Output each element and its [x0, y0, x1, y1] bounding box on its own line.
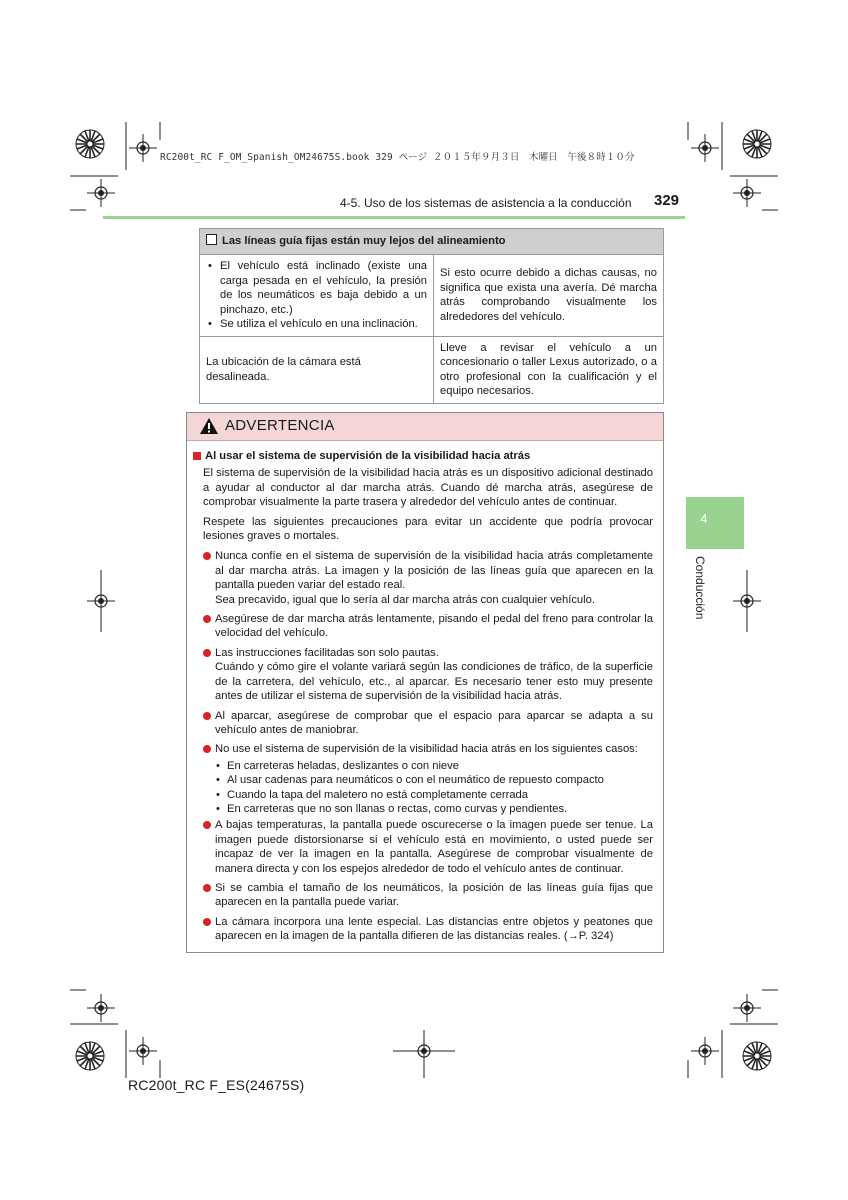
item-text: Nunca confíe en el sistema de supervisión de la visibilidad hacia atrás completamente al dar marcha atrás. La imagen y la posición de las líneas guía que aparecen en la pantalla pueden variar del estado real.: [215, 550, 653, 592]
warning-item: [215, 742, 653, 816]
warning-item: Al aparcar, asegúrese de comprobar que el espacio para aparcar se adapta a su vehículo antes de maniobrar.: [215, 709, 653, 736]
table-heading-text: Las líneas guía fijas están muy lejos del alineamiento: [222, 235, 506, 248]
sub-item: • En carreteras que no son llanas o rectas, como curvas y pendientes.: [215, 802, 653, 816]
warning-paragraph: Respete las siguientes precauciones para evitar un accidente que podría provocar lesiones graves o mortales.: [203, 515, 653, 543]
warning-item: Asegúrese de dar marcha atrás lentamente, pisando el pedal del freno para controlar la velocidad del vehículo.: [215, 613, 653, 640]
warning-subheading: Al usar el sistema de supervisión de la visibilidad hacia atrás: [193, 449, 669, 463]
cause-item: • Se utiliza el vehículo en una inclinación.: [206, 317, 427, 332]
item-text: No use el sistema de supervisión de la visibilidad hacia atrás en los siguientes casos:: [215, 743, 638, 756]
table-row: [200, 336, 664, 403]
section-title: 4-5. Uso de los sistemas de asistencia a la conducción: [340, 196, 632, 210]
chapter-label: Conducción: [693, 556, 707, 620]
warning-item: La cámara incorpora una lente especial. Las distancias entre objetos y peatones que aparecen en la imagen de la pantalla difieren de las distancias reales. (→P. 324): [215, 915, 653, 943]
warning-header: [187, 413, 663, 441]
cause-cell: [200, 255, 434, 337]
warning-body: [187, 449, 663, 949]
sub-item: • Cuando la tapa del maletero no está completamente cerrada: [215, 788, 653, 802]
chapter-number: 4: [700, 511, 708, 526]
item-text: Cuándo y cómo gire el volante variará según las condiciones de tráfico, de la superficie de la carretera, del vehículo, etc., al aparcar. Es necesario tener esto muy presente antes de utilizar el sistema de supervisión de la visibilidad hacia atrás.: [215, 661, 653, 703]
footer-code: RC200t_RC F_ES(24675S): [128, 1077, 305, 1093]
table-heading: [200, 229, 664, 255]
troubleshooting-table: [199, 228, 664, 404]
warning-item: [215, 646, 653, 704]
warning-triangle-icon: [199, 417, 219, 435]
sub-item: • Al usar cadenas para neumáticos o con el neumático de repuesto compacto: [215, 773, 653, 787]
warning-list: [187, 549, 663, 943]
remedy-cell: Lleve a revisar el vehículo a un concesionario o taller Lexus autorizado, o a otro profesional con la cualificación y el equipo necesarios.: [434, 336, 664, 403]
cause-item: • El vehículo está inclinado (existe una carga pesada en el vehículo, la presión de los neumáticos es baja debido a un pinchazo, etc.): [206, 259, 427, 317]
checkbox-icon: [206, 234, 217, 245]
item-text: Sea precavido, igual que lo sería al dar marcha atrás con cualquier vehículo.: [215, 593, 595, 606]
warning-paragraph: El sistema de supervisión de la visibilidad hacia atrás es un dispositivo adicional destinado a ayudar al conductor al dar marcha atrás. Cuando dé marcha atrás, asegúrese de comprobar visualmente la parte trasera y alrededor del vehículo antes de continuar.: [203, 467, 653, 509]
table-row: [200, 255, 664, 337]
print-info-line: RC200t_RC F_OM_Spanish_OM24675S.book 329 ページ ２０１５年９月３日 木曜日 午後８時１０分: [160, 152, 635, 163]
sub-list: [215, 759, 653, 817]
sub-item: • En carreteras heladas, deslizantes o con nieve: [215, 759, 653, 773]
cause-cell: La ubicación de la cámara está desalineada.: [200, 336, 434, 403]
warning-item: [215, 549, 653, 607]
header-rule: [103, 216, 685, 219]
warning-title: ADVERTENCIA: [225, 417, 335, 434]
remedy-cell: Si esto ocurre debido a dichas causas, no significa que exista una avería. Dé marcha atrás comprobando visualmente los alrededores del vehículo.: [434, 255, 664, 337]
warning-item: A bajas temperaturas, la pantalla puede oscurecerse o la imagen puede ser tenue. La imagen puede distorsionarse si el vehículo está en movimiento, o usted puede ser incapaz de ver la imagen en la pantalla. Asegúrese de comprobar visualmente de manera directa y con los espejos alrededor de todo el vehículo antes de continuar.: [215, 819, 653, 875]
item-text: Las instrucciones facilitadas son solo pautas.: [215, 646, 439, 659]
page-number: 329: [654, 192, 680, 209]
warning-box: [186, 412, 664, 953]
warning-item: Si se cambia el tamaño de los neumáticos, la posición de las líneas guía fijas que aparecen en la pantalla puede variar.: [215, 881, 653, 909]
